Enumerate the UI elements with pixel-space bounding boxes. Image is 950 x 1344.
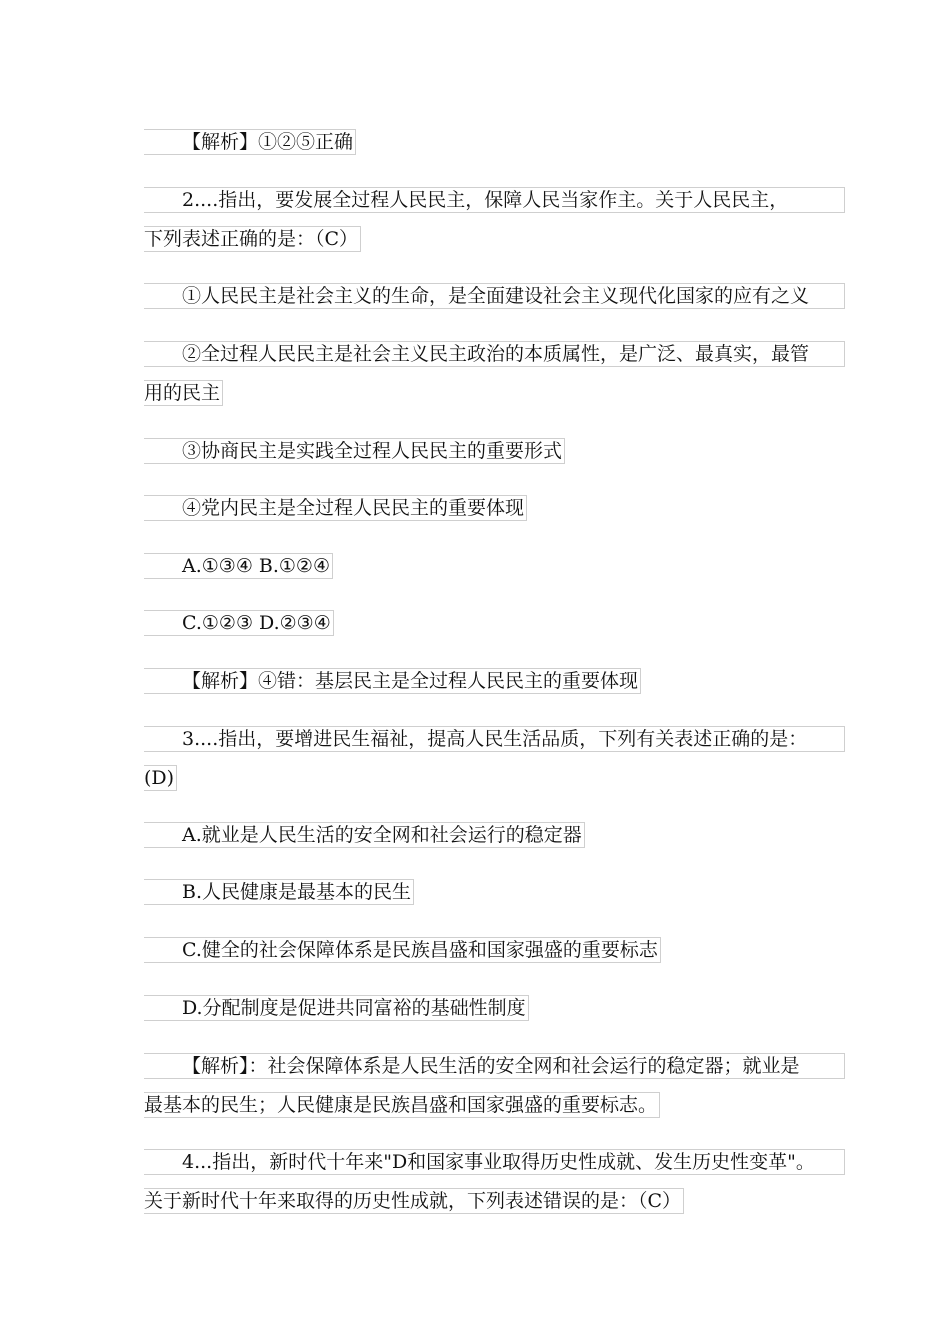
text-line: D.分配制度是促进共同富裕的基础性制度 <box>144 995 529 1021</box>
text-line: 【解析】④错：基层民主是全过程人民民主的重要体现 <box>144 668 641 694</box>
question-2 <box>144 180 807 258</box>
analysis-q1 <box>144 122 807 161</box>
text-line: 用的民主 <box>144 380 223 406</box>
text-line: 4...指出，新时代十年来"D和国家事业取得历史性成就、发生历史性变革"。 <box>144 1149 845 1175</box>
text-line: 下列表述正确的是：（C） <box>144 226 361 252</box>
text-line: ①人民民主是社会主义的生命，是全面建设社会主义现代化国家的应有之义 <box>144 283 845 309</box>
q2-option-2 <box>144 334 810 412</box>
question-4 <box>144 1142 815 1220</box>
q2-choices-cd <box>144 603 807 642</box>
text-line: ④党内民主是全过程人民民主的重要体现 <box>144 495 527 521</box>
q2-option-4 <box>144 488 807 527</box>
text-line: 【解析】：社会保障体系是人民生活的安全网和社会运行的稳定器；就业是 <box>144 1053 845 1079</box>
q2-option-3 <box>144 431 807 470</box>
question-3 <box>144 719 807 797</box>
q3-option-a <box>144 815 807 854</box>
text-line: C.①②③ D.②③④ <box>144 610 334 636</box>
text-line: 最基本的民生；人民健康是民族昌盛和国家强盛的重要标志。 <box>144 1092 660 1118</box>
text-line: C.健全的社会保障体系是民族昌盛和国家强盛的重要标志 <box>144 937 661 963</box>
analysis-q2 <box>144 661 807 700</box>
text-line: (D) <box>144 765 177 791</box>
text-line: 3....指出，要增进民生福祉，提高人民生活品质，下列有关表述正确的是： <box>144 726 845 752</box>
text-line: A.就业是人民生活的安全网和社会运行的稳定器 <box>144 822 585 848</box>
text-line: ③协商民主是实践全过程人民民主的重要形式 <box>144 438 565 464</box>
text-line: ②全过程人民民主是社会主义民主政治的本质属性，是广泛、最真实，最管 <box>144 341 845 367</box>
q3-option-c <box>144 930 807 969</box>
q3-option-d <box>144 988 807 1027</box>
text-line: 【解析】①②⑤正确 <box>144 129 356 155</box>
q2-choices-ab <box>144 546 807 585</box>
text-line: 2....指出，要发展全过程人民民主，保障人民当家作主。关于人民民主， <box>144 187 845 213</box>
text-line: B.人民健康是最基本的民生 <box>144 879 414 905</box>
analysis-q3 <box>144 1046 807 1124</box>
q3-option-b <box>144 872 807 911</box>
text-line: A.①③④ B.①②④ <box>144 553 333 579</box>
text-line: 关于新时代十年来取得的历史性成就，下列表述错误的是：（C） <box>144 1188 684 1214</box>
q2-option-1 <box>144 276 810 315</box>
